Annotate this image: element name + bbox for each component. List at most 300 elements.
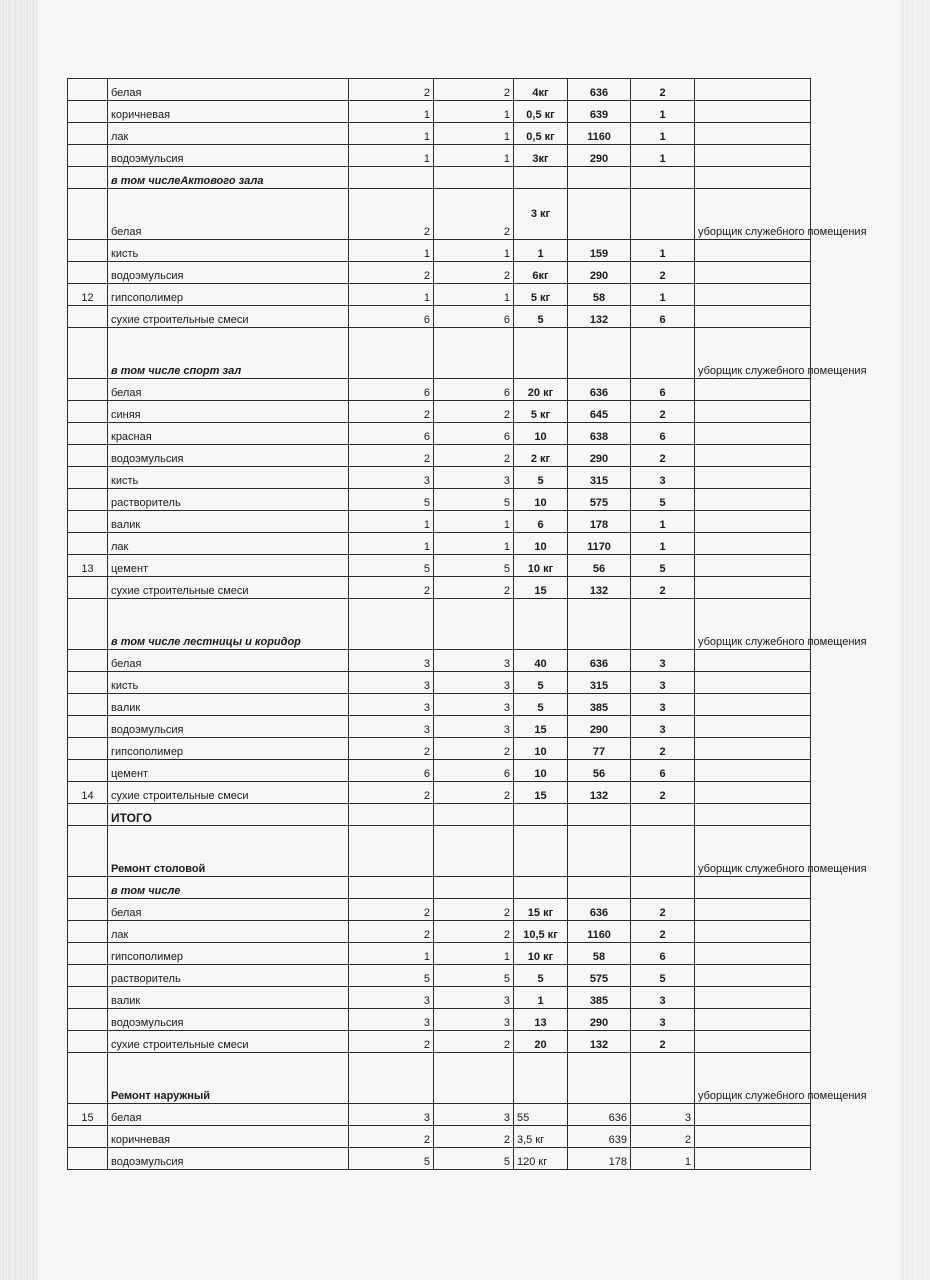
row-number-cell xyxy=(68,694,108,716)
row-number-cell xyxy=(68,577,108,599)
quantity-planned-cell xyxy=(349,167,434,189)
quantity-planned-cell: 2 xyxy=(349,921,434,943)
quantity-issued-cell: 2 xyxy=(631,262,695,284)
table-row xyxy=(68,694,811,716)
responsible-cell xyxy=(695,987,811,1009)
quantity-issued-cell: 5 xyxy=(631,965,695,987)
unit-amount-cell: 5 xyxy=(514,694,568,716)
table-row xyxy=(68,240,811,262)
quantity-issued-cell: 6 xyxy=(631,379,695,401)
quantity-issued-cell: 1 xyxy=(631,101,695,123)
price-cell: 385 xyxy=(568,694,631,716)
unit-amount-cell: 6 xyxy=(514,511,568,533)
row-number-cell xyxy=(68,489,108,511)
unit-amount-cell xyxy=(514,804,568,826)
responsible-cell xyxy=(695,401,811,423)
quantity-planned-cell: 3 xyxy=(349,1104,434,1126)
quantity-actual-cell xyxy=(434,1053,514,1104)
quantity-planned-cell xyxy=(349,877,434,899)
table-row xyxy=(68,987,811,1009)
responsible-cell xyxy=(695,284,811,306)
quantity-issued-cell xyxy=(631,599,695,650)
price-cell: 636 xyxy=(568,379,631,401)
price-cell xyxy=(568,804,631,826)
quantity-actual-cell xyxy=(434,167,514,189)
quantity-actual-cell: 3 xyxy=(434,1104,514,1126)
row-number-cell xyxy=(68,445,108,467)
quantity-planned-cell: 1 xyxy=(349,533,434,555)
material-name-cell: лак xyxy=(108,123,349,145)
quantity-issued-cell: 6 xyxy=(631,423,695,445)
material-name-cell: валик xyxy=(108,511,349,533)
responsible-cell xyxy=(695,1104,811,1126)
quantity-issued-cell xyxy=(631,189,695,240)
row-number-cell xyxy=(68,101,108,123)
quantity-planned-cell: 1 xyxy=(349,240,434,262)
quantity-planned-cell xyxy=(349,826,434,877)
responsible-cell xyxy=(695,467,811,489)
row-number-cell xyxy=(68,1126,108,1148)
price-cell: 290 xyxy=(568,262,631,284)
quantity-actual-cell: 2 xyxy=(434,782,514,804)
table-row xyxy=(68,189,811,240)
price-cell xyxy=(568,328,631,379)
quantity-planned-cell: 2 xyxy=(349,899,434,921)
row-number-cell xyxy=(68,533,108,555)
unit-amount-cell: 10 xyxy=(514,760,568,782)
responsible-cell xyxy=(695,167,811,189)
unit-amount-cell: 1 xyxy=(514,240,568,262)
quantity-issued-cell: 2 xyxy=(631,1126,695,1148)
material-name-cell: растворитель xyxy=(108,965,349,987)
material-name-cell: белая xyxy=(108,650,349,672)
quantity-actual-cell xyxy=(434,804,514,826)
responsible-cell xyxy=(695,123,811,145)
table-row xyxy=(68,123,811,145)
row-number-cell xyxy=(68,1053,108,1104)
quantity-actual-cell: 2 xyxy=(434,1126,514,1148)
material-name-cell: водоэмульсия xyxy=(108,1148,349,1170)
row-number-cell xyxy=(68,650,108,672)
quantity-issued-cell: 2 xyxy=(631,445,695,467)
unit-amount-cell: 5 xyxy=(514,672,568,694)
responsible-cell xyxy=(695,511,811,533)
quantity-planned-cell: 1 xyxy=(349,284,434,306)
quantity-issued-cell xyxy=(631,804,695,826)
unit-amount-cell: 13 xyxy=(514,1009,568,1031)
quantity-actual-cell xyxy=(434,328,514,379)
unit-amount-cell: 3 кг xyxy=(514,189,568,240)
quantity-actual-cell: 1 xyxy=(434,943,514,965)
quantity-planned-cell: 5 xyxy=(349,1148,434,1170)
unit-amount-cell: 5 xyxy=(514,965,568,987)
responsible-cell: уборщик служебного помещения xyxy=(695,599,811,650)
quantity-issued-cell: 3 xyxy=(631,987,695,1009)
material-name-cell: лак xyxy=(108,533,349,555)
responsible-cell xyxy=(695,423,811,445)
quantity-actual-cell xyxy=(434,599,514,650)
quantity-actual-cell: 5 xyxy=(434,1148,514,1170)
responsible-cell xyxy=(695,379,811,401)
row-number-cell xyxy=(68,899,108,921)
quantity-issued-cell: 1 xyxy=(631,1148,695,1170)
quantity-planned-cell xyxy=(349,328,434,379)
quantity-actual-cell: 6 xyxy=(434,306,514,328)
table-row xyxy=(68,511,811,533)
unit-amount-cell xyxy=(514,328,568,379)
quantity-issued-cell: 6 xyxy=(631,760,695,782)
table-row xyxy=(68,899,811,921)
responsible-cell xyxy=(695,899,811,921)
responsible-cell xyxy=(695,145,811,167)
quantity-actual-cell: 3 xyxy=(434,672,514,694)
row-number-cell xyxy=(68,1031,108,1053)
quantity-actual-cell: 1 xyxy=(434,145,514,167)
quantity-planned-cell: 2 xyxy=(349,189,434,240)
quantity-actual-cell: 2 xyxy=(434,262,514,284)
quantity-actual-cell: 2 xyxy=(434,921,514,943)
unit-amount-cell: 5 кг xyxy=(514,284,568,306)
table-row xyxy=(68,423,811,445)
quantity-issued-cell: 1 xyxy=(631,511,695,533)
responsible-cell xyxy=(695,262,811,284)
price-cell xyxy=(568,189,631,240)
price-cell: 290 xyxy=(568,145,631,167)
quantity-actual-cell: 6 xyxy=(434,760,514,782)
material-name-cell: кисть xyxy=(108,467,349,489)
responsible-cell xyxy=(695,306,811,328)
responsible-cell xyxy=(695,240,811,262)
quantity-actual-cell: 1 xyxy=(434,533,514,555)
responsible-cell xyxy=(695,555,811,577)
row-number-cell xyxy=(68,738,108,760)
unit-amount-cell: 10 xyxy=(514,738,568,760)
row-number-cell xyxy=(68,1148,108,1170)
quantity-planned-cell: 2 xyxy=(349,401,434,423)
unit-amount-cell: 10 xyxy=(514,533,568,555)
quantity-planned-cell: 6 xyxy=(349,379,434,401)
quantity-actual-cell: 2 xyxy=(434,79,514,101)
responsible-cell xyxy=(695,1009,811,1031)
price-cell: 1160 xyxy=(568,921,631,943)
quantity-actual-cell: 2 xyxy=(434,738,514,760)
material-name-cell: валик xyxy=(108,694,349,716)
price-cell: 178 xyxy=(568,511,631,533)
quantity-issued-cell: 2 xyxy=(631,782,695,804)
quantity-planned-cell: 3 xyxy=(349,694,434,716)
price-cell: 132 xyxy=(568,782,631,804)
row-number-cell xyxy=(68,189,108,240)
unit-amount-cell: 5 кг xyxy=(514,401,568,423)
quantity-planned-cell: 2 xyxy=(349,1031,434,1053)
material-name-cell: белая xyxy=(108,379,349,401)
quantity-issued-cell: 3 xyxy=(631,467,695,489)
table-row xyxy=(68,1031,811,1053)
quantity-issued-cell: 5 xyxy=(631,555,695,577)
table-row xyxy=(68,672,811,694)
quantity-issued-cell: 2 xyxy=(631,738,695,760)
price-cell: 290 xyxy=(568,445,631,467)
unit-amount-cell: 3,5 кг xyxy=(514,1126,568,1148)
quantity-actual-cell: 6 xyxy=(434,379,514,401)
quantity-planned-cell: 6 xyxy=(349,306,434,328)
price-cell xyxy=(568,167,631,189)
material-name-cell: кисть xyxy=(108,672,349,694)
unit-amount-cell: 15 xyxy=(514,782,568,804)
quantity-planned-cell: 6 xyxy=(349,760,434,782)
unit-amount-cell: 20 xyxy=(514,1031,568,1053)
row-number-cell xyxy=(68,943,108,965)
unit-amount-cell xyxy=(514,826,568,877)
row-number-cell xyxy=(68,716,108,738)
quantity-actual-cell: 5 xyxy=(434,965,514,987)
material-name-cell: белая xyxy=(108,899,349,921)
quantity-actual-cell: 6 xyxy=(434,423,514,445)
quantity-issued-cell: 2 xyxy=(631,1031,695,1053)
quantity-issued-cell: 1 xyxy=(631,240,695,262)
material-name-cell: сухие строительные смеси xyxy=(108,782,349,804)
row-number-cell: 13 xyxy=(68,555,108,577)
responsible-cell xyxy=(695,650,811,672)
table-row xyxy=(68,965,811,987)
table-row xyxy=(68,1053,811,1104)
price-cell: 636 xyxy=(568,1104,631,1126)
quantity-actual-cell: 2 xyxy=(434,189,514,240)
quantity-issued-cell: 3 xyxy=(631,716,695,738)
price-cell: 58 xyxy=(568,284,631,306)
material-name-cell: коричневая xyxy=(108,1126,349,1148)
unit-amount-cell: 10,5 кг xyxy=(514,921,568,943)
responsible-cell xyxy=(695,877,811,899)
material-name-cell: в том числе лестницы и коридор xyxy=(108,599,349,650)
table-row xyxy=(68,467,811,489)
quantity-issued-cell: 1 xyxy=(631,284,695,306)
table-row xyxy=(68,284,811,306)
row-number-cell xyxy=(68,965,108,987)
material-name-cell: гипсополимер xyxy=(108,284,349,306)
material-name-cell: растворитель xyxy=(108,489,349,511)
price-cell: 56 xyxy=(568,760,631,782)
price-cell: 56 xyxy=(568,555,631,577)
quantity-actual-cell: 3 xyxy=(434,650,514,672)
quantity-planned-cell: 2 xyxy=(349,577,434,599)
quantity-actual-cell: 1 xyxy=(434,284,514,306)
unit-amount-cell: 4кг xyxy=(514,79,568,101)
quantity-planned-cell: 1 xyxy=(349,511,434,533)
table-row xyxy=(68,1126,811,1148)
table-row xyxy=(68,79,811,101)
quantity-issued-cell: 5 xyxy=(631,489,695,511)
quantity-planned-cell: 5 xyxy=(349,489,434,511)
responsible-cell xyxy=(695,921,811,943)
unit-amount-cell: 40 xyxy=(514,650,568,672)
unit-amount-cell xyxy=(514,599,568,650)
price-cell: 645 xyxy=(568,401,631,423)
row-number-cell: 12 xyxy=(68,284,108,306)
price-cell: 132 xyxy=(568,1031,631,1053)
quantity-actual-cell: 1 xyxy=(434,123,514,145)
price-cell xyxy=(568,877,631,899)
quantity-issued-cell: 1 xyxy=(631,145,695,167)
quantity-planned-cell: 2 xyxy=(349,1126,434,1148)
row-number-cell xyxy=(68,401,108,423)
responsible-cell xyxy=(695,738,811,760)
quantity-planned-cell xyxy=(349,804,434,826)
responsible-cell xyxy=(695,965,811,987)
unit-amount-cell: 6кг xyxy=(514,262,568,284)
unit-amount-cell: 120 кг xyxy=(514,1148,568,1170)
table-row xyxy=(68,379,811,401)
table-row xyxy=(68,650,811,672)
table-row xyxy=(68,167,811,189)
price-cell: 638 xyxy=(568,423,631,445)
quantity-planned-cell: 5 xyxy=(349,555,434,577)
price-cell: 178 xyxy=(568,1148,631,1170)
quantity-issued-cell: 3 xyxy=(631,694,695,716)
quantity-actual-cell: 5 xyxy=(434,555,514,577)
unit-amount-cell: 10 xyxy=(514,423,568,445)
unit-amount-cell: 10 кг xyxy=(514,943,568,965)
quantity-issued-cell: 2 xyxy=(631,79,695,101)
quantity-actual-cell: 3 xyxy=(434,694,514,716)
table-row xyxy=(68,328,811,379)
unit-amount-cell: 10 кг xyxy=(514,555,568,577)
table-row xyxy=(68,145,811,167)
responsible-cell: уборщик служебного помещения xyxy=(695,826,811,877)
scan-shadow-right xyxy=(900,0,930,1280)
table-row xyxy=(68,262,811,284)
price-cell: 290 xyxy=(568,1009,631,1031)
row-number-cell xyxy=(68,306,108,328)
material-name-cell: сухие строительные смеси xyxy=(108,306,349,328)
row-number-cell xyxy=(68,167,108,189)
price-cell: 77 xyxy=(568,738,631,760)
responsible-cell xyxy=(695,760,811,782)
price-cell: 385 xyxy=(568,987,631,1009)
price-cell: 290 xyxy=(568,716,631,738)
row-number-cell: 15 xyxy=(68,1104,108,1126)
material-name-cell: Ремонт столовой xyxy=(108,826,349,877)
quantity-issued-cell: 2 xyxy=(631,921,695,943)
row-number-cell xyxy=(68,1009,108,1031)
quantity-actual-cell xyxy=(434,877,514,899)
quantity-issued-cell: 6 xyxy=(631,943,695,965)
quantity-issued-cell: 1 xyxy=(631,533,695,555)
responsible-cell xyxy=(695,101,811,123)
row-number-cell xyxy=(68,877,108,899)
responsible-cell xyxy=(695,782,811,804)
price-cell: 575 xyxy=(568,489,631,511)
row-number-cell xyxy=(68,826,108,877)
unit-amount-cell: 5 xyxy=(514,306,568,328)
price-cell: 636 xyxy=(568,899,631,921)
materials-table xyxy=(67,78,867,1170)
quantity-planned-cell: 1 xyxy=(349,123,434,145)
unit-amount-cell xyxy=(514,1053,568,1104)
price-cell: 315 xyxy=(568,467,631,489)
quantity-planned-cell: 1 xyxy=(349,943,434,965)
quantity-planned-cell: 6 xyxy=(349,423,434,445)
quantity-planned-cell: 3 xyxy=(349,672,434,694)
unit-amount-cell: 2 кг xyxy=(514,445,568,467)
price-cell: 639 xyxy=(568,1126,631,1148)
responsible-cell xyxy=(695,672,811,694)
table-row xyxy=(68,826,811,877)
material-name-cell: водоэмульсия xyxy=(108,445,349,467)
row-number-cell xyxy=(68,987,108,1009)
quantity-planned-cell: 3 xyxy=(349,650,434,672)
quantity-actual-cell: 2 xyxy=(434,401,514,423)
material-name-cell: Ремонт наружный xyxy=(108,1053,349,1104)
table-row xyxy=(68,921,811,943)
row-number-cell xyxy=(68,262,108,284)
quantity-issued-cell xyxy=(631,328,695,379)
scan-shadow-left xyxy=(0,0,38,1280)
quantity-planned-cell: 1 xyxy=(349,101,434,123)
table-row xyxy=(68,445,811,467)
material-name-cell: валик xyxy=(108,987,349,1009)
price-cell: 315 xyxy=(568,672,631,694)
quantity-planned-cell: 2 xyxy=(349,79,434,101)
quantity-actual-cell: 3 xyxy=(434,1009,514,1031)
materials-table-body xyxy=(68,79,867,1170)
unit-amount-cell: 0,5 кг xyxy=(514,123,568,145)
unit-amount-cell xyxy=(514,877,568,899)
table-row xyxy=(68,782,811,804)
price-cell: 636 xyxy=(568,650,631,672)
table-row xyxy=(68,716,811,738)
material-name-cell: гипсополимер xyxy=(108,738,349,760)
material-name-cell: в том числе спорт зал xyxy=(108,328,349,379)
row-number-cell xyxy=(68,511,108,533)
quantity-issued-cell: 3 xyxy=(631,650,695,672)
row-number-cell xyxy=(68,921,108,943)
row-number-cell xyxy=(68,467,108,489)
price-cell: 159 xyxy=(568,240,631,262)
table-row xyxy=(68,599,811,650)
quantity-actual-cell: 3 xyxy=(434,716,514,738)
quantity-actual-cell: 1 xyxy=(434,101,514,123)
unit-amount-cell: 20 кг xyxy=(514,379,568,401)
responsible-cell: уборщик служебного помещения xyxy=(695,189,811,240)
unit-amount-cell: 3кг xyxy=(514,145,568,167)
unit-amount-cell: 10 xyxy=(514,489,568,511)
quantity-issued-cell xyxy=(631,167,695,189)
material-name-cell: синяя xyxy=(108,401,349,423)
table-row xyxy=(68,555,811,577)
responsible-cell xyxy=(695,1031,811,1053)
price-cell: 132 xyxy=(568,306,631,328)
table-row xyxy=(68,877,811,899)
row-number-cell: 14 xyxy=(68,782,108,804)
quantity-issued-cell: 6 xyxy=(631,306,695,328)
responsible-cell xyxy=(695,445,811,467)
row-number-cell xyxy=(68,760,108,782)
quantity-issued-cell: 3 xyxy=(631,1104,695,1126)
quantity-issued-cell: 3 xyxy=(631,1009,695,1031)
price-cell: 1170 xyxy=(568,533,631,555)
quantity-planned-cell: 3 xyxy=(349,467,434,489)
unit-amount-cell: 0,5 кг xyxy=(514,101,568,123)
quantity-issued-cell: 1 xyxy=(631,123,695,145)
quantity-planned-cell xyxy=(349,599,434,650)
row-number-cell xyxy=(68,79,108,101)
material-name-cell: коричневая xyxy=(108,101,349,123)
material-name-cell: водоэмульсия xyxy=(108,145,349,167)
table-row xyxy=(68,1104,811,1126)
responsible-cell xyxy=(695,1126,811,1148)
material-name-cell: водоэмульсия xyxy=(108,262,349,284)
